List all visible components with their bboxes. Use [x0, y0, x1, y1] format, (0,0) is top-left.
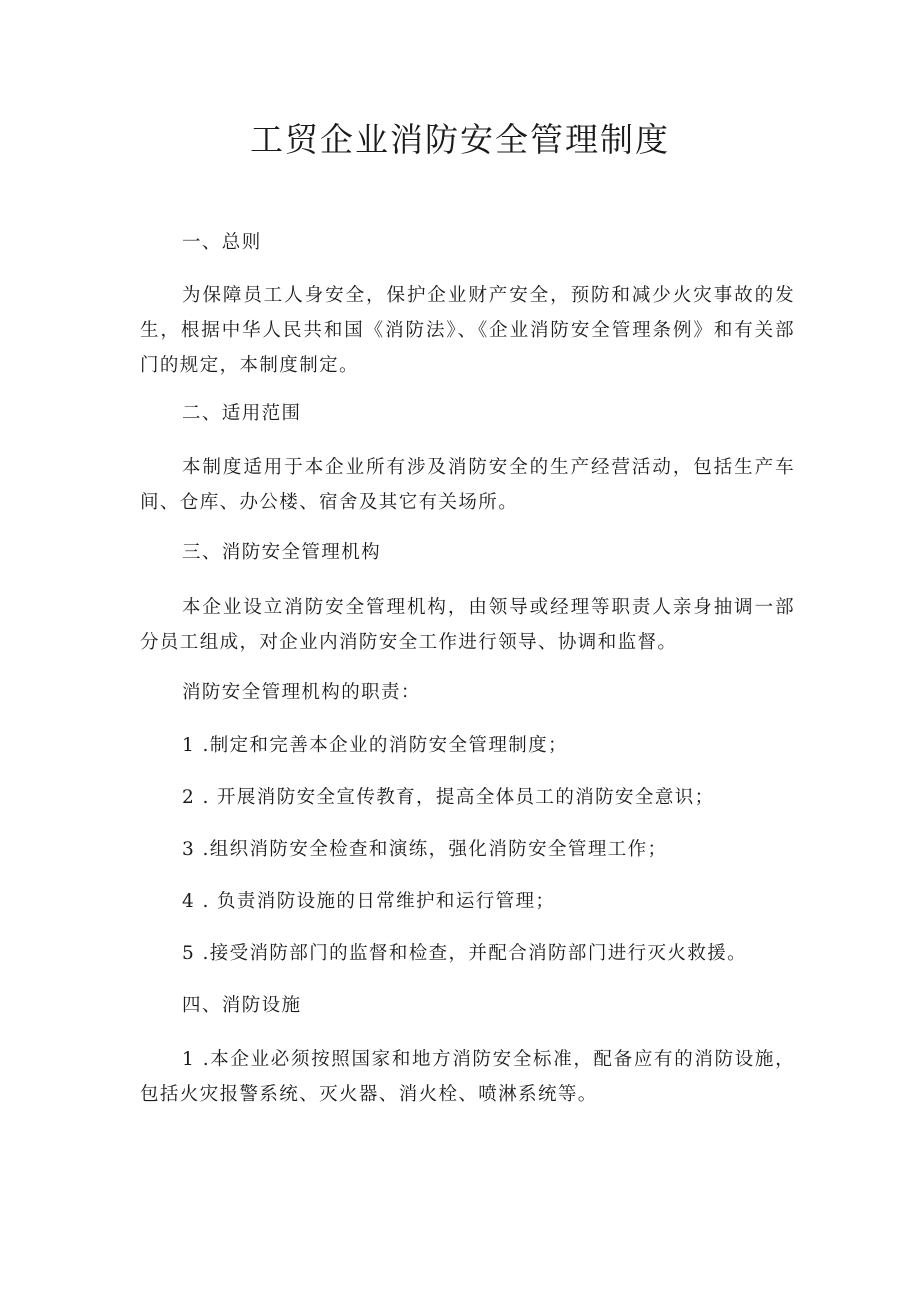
paragraph-duties-intro: 消防安全管理机构的职责： [182, 682, 421, 703]
list-item-duty-5: 5 .接受消防部门的监督和检查，并配合消防部门进行灭火救援。 [182, 943, 748, 964]
list-item-facilities-1: 1 .本企业必须按照国家和地方消防安全标准，配备应有的消防设施，包括火灾报警系统、灭火器、消火栓、喷淋系统等。 [140, 1049, 795, 1105]
paragraph-general: 为保障员工人身安全，保护企业财产安全，预防和减少火灾事故的发生，根据中华人民共和国《消防法》、《企业消防安全管理条例》和有关部门的规定，本制度制定。 [140, 285, 795, 376]
section-heading-organization: 三、消防安全管理机构 [182, 542, 382, 563]
list-item-duty-3: 3 .组织消防安全检查和演练，强化消防安全管理工作； [182, 839, 668, 860]
document-title: 工贸企业消防安全管理制度 [250, 120, 670, 159]
section-heading-scope: 二、适用范围 [182, 403, 302, 424]
list-item-duty-1: 1 .制定和完善本企业的消防安全管理制度； [182, 735, 568, 756]
paragraph-organization: 本企业设立消防安全管理机构，由领导或经理等职责人亲身抽调一部分员工组成，对企业内消防安全工作进行领导、协调和监督。 [140, 597, 795, 653]
list-item-duty-4: 4 . 负责消防设施的日常维护和运行管理； [182, 891, 556, 912]
paragraph-scope: 本制度适用于本企业所有涉及消防安全的生产经营活动，包括生产车间、仓库、办公楼、宿舍及其它有关场所。 [140, 457, 795, 513]
list-item-duty-2: 2 . 开展消防安全宣传教育，提高全体员工的消防安全意识； [182, 787, 715, 808]
section-heading-general: 一、总则 [182, 232, 262, 253]
section-heading-facilities: 四、消防设施 [182, 995, 302, 1016]
